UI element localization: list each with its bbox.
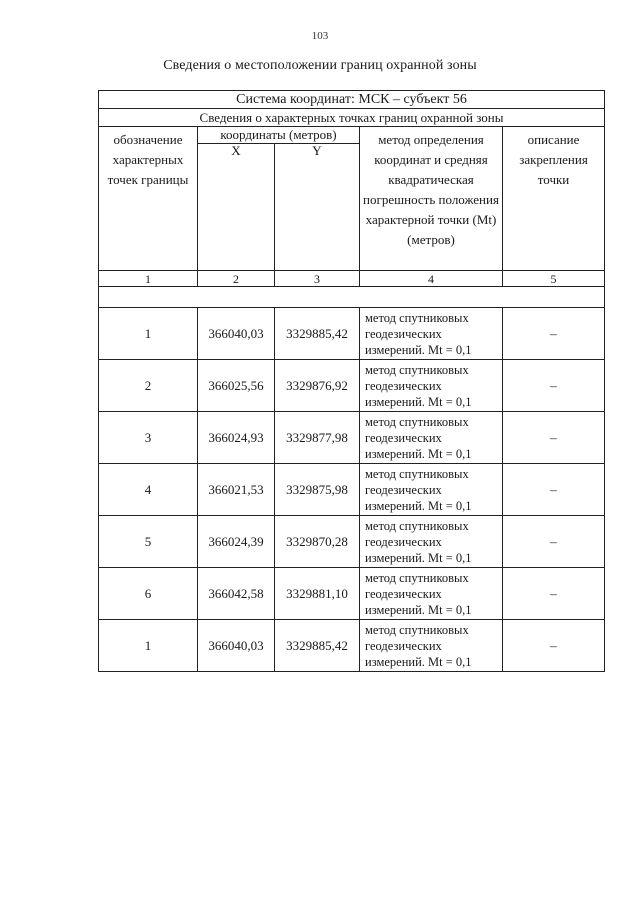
x-coordinate-cell: 366042,58 <box>198 568 275 620</box>
column-header-x: X <box>198 144 275 271</box>
x-coordinate-cell: 366040,03 <box>198 620 275 672</box>
method-cell: метод спутниковых геодезических измерений. Mt = 0,1 <box>360 568 503 620</box>
point-number-cell: 2 <box>99 360 198 412</box>
spacer-cell <box>99 287 605 308</box>
point-number-cell: 6 <box>99 568 198 620</box>
column-number: 2 <box>198 271 275 287</box>
description-cell: – <box>503 464 605 516</box>
table-row <box>99 464 605 516</box>
y-coordinate-cell: 3329885,42 <box>275 620 360 672</box>
description-cell: – <box>503 308 605 360</box>
coordinate-system-header: Система координат: МСК – субъект 56 <box>99 91 605 109</box>
description-cell: – <box>503 412 605 464</box>
column-header-method: метод определения координат и средняя квадратическая погрешность положения характерной точки (Mt) (метров) <box>360 127 503 271</box>
method-cell: метод спутниковых геодезических измерений. Mt = 0,1 <box>360 516 503 568</box>
method-cell: метод спутниковых геодезических измерений. Mt = 0,1 <box>360 412 503 464</box>
method-cell: метод спутниковых геодезических измерений. Mt = 0,1 <box>360 308 503 360</box>
x-coordinate-cell: 366040,03 <box>198 308 275 360</box>
column-number: 4 <box>360 271 503 287</box>
x-coordinate-cell: 366025,56 <box>198 360 275 412</box>
column-number: 5 <box>503 271 605 287</box>
point-number-cell: 1 <box>99 620 198 672</box>
table-row <box>99 516 605 568</box>
column-numbers-row <box>99 271 605 287</box>
x-coordinate-cell: 366024,39 <box>198 516 275 568</box>
y-coordinate-cell: 3329876,92 <box>275 360 360 412</box>
y-coordinate-cell: 3329877,98 <box>275 412 360 464</box>
description-cell: – <box>503 360 605 412</box>
column-number: 3 <box>275 271 360 287</box>
section-header: Сведения о характерных точках границ охранной зоны <box>99 109 605 127</box>
column-header-coordinates: координаты (метров) <box>198 127 360 144</box>
column-header-y: Y <box>275 144 360 271</box>
description-cell: – <box>503 516 605 568</box>
table-row <box>99 412 605 464</box>
boundary-points-table <box>98 90 605 672</box>
table-row <box>99 308 605 360</box>
description-cell: – <box>503 620 605 672</box>
table-row <box>99 620 605 672</box>
y-coordinate-cell: 3329870,28 <box>275 516 360 568</box>
x-coordinate-cell: 366021,53 <box>198 464 275 516</box>
y-coordinate-cell: 3329881,10 <box>275 568 360 620</box>
method-cell: метод спутниковых геодезических измерений. Mt = 0,1 <box>360 464 503 516</box>
method-cell: метод спутниковых геодезических измерений. Mt = 0,1 <box>360 360 503 412</box>
table-row <box>99 360 605 412</box>
page-number: 103 <box>311 30 329 42</box>
y-coordinate-cell: 3329875,98 <box>275 464 360 516</box>
spacer-row <box>99 287 605 308</box>
point-number-cell: 5 <box>99 516 198 568</box>
point-number-cell: 3 <box>99 412 198 464</box>
table-row <box>99 568 605 620</box>
document-title: Сведения о местоположении границ охранной зоны <box>163 58 477 73</box>
column-header-description: описание закрепления точки <box>503 127 605 271</box>
point-number-cell: 4 <box>99 464 198 516</box>
x-coordinate-cell: 366024,93 <box>198 412 275 464</box>
y-coordinate-cell: 3329885,42 <box>275 308 360 360</box>
column-header-point-designation: обозначение характерных точек границы <box>99 127 198 271</box>
description-cell: – <box>503 568 605 620</box>
method-cell: метод спутниковых геодезических измерений. Mt = 0,1 <box>360 620 503 672</box>
point-number-cell: 1 <box>99 308 198 360</box>
column-number: 1 <box>99 271 198 287</box>
